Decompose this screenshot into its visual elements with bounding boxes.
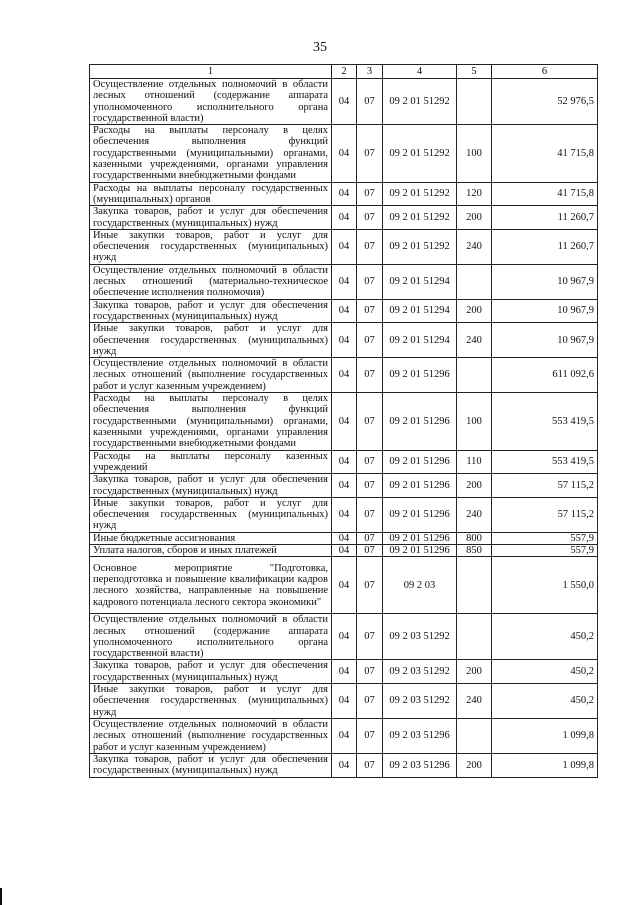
row-expense-type: 200 [457, 753, 492, 777]
row-target-article: 09 2 01 51296 [383, 532, 457, 544]
row-section: 04 [332, 497, 357, 532]
table-header-row [90, 65, 598, 79]
row-expense-type [457, 719, 492, 754]
row-subsection: 07 [357, 206, 383, 230]
row-target-article: 09 2 01 51296 [383, 358, 457, 393]
row-target-article: 09 2 01 51294 [383, 299, 457, 323]
row-target-article: 09 2 01 51294 [383, 323, 457, 358]
row-name: Расходы на выплаты персоналу государственных (муниципальных) органов [90, 182, 332, 206]
row-amount: 1 099,8 [492, 719, 598, 754]
budget-table [89, 64, 598, 778]
row-target-article: 09 2 01 51292 [383, 229, 457, 264]
row-amount: 450,2 [492, 660, 598, 684]
column-header-section: 2 [332, 65, 357, 79]
row-amount: 41 715,8 [492, 182, 598, 206]
row-amount: 450,2 [492, 614, 598, 660]
row-section: 04 [332, 125, 357, 182]
row-amount: 611 092,6 [492, 358, 598, 393]
row-subsection: 07 [357, 753, 383, 777]
table-row [90, 660, 598, 684]
row-name: Иные бюджетные ассигнования [90, 532, 332, 544]
table-row [90, 544, 598, 556]
row-amount: 57 115,2 [492, 474, 598, 498]
row-name: Иные закупки товаров, работ и услуг для обеспечения государственных (муниципальных) нужд [90, 323, 332, 358]
row-expense-type [457, 358, 492, 393]
row-amount: 1 550,0 [492, 557, 598, 614]
row-section: 04 [332, 358, 357, 393]
column-header-name: 1 [90, 65, 332, 79]
column-header-subsection: 3 [357, 65, 383, 79]
row-subsection: 07 [357, 557, 383, 614]
row-section: 04 [332, 299, 357, 323]
row-expense-type [457, 264, 492, 299]
row-expense-type: 240 [457, 497, 492, 532]
page-number: 35 [313, 40, 327, 55]
row-expense-type: 200 [457, 474, 492, 498]
row-amount: 10 967,9 [492, 264, 598, 299]
row-section: 04 [332, 264, 357, 299]
table-row [90, 323, 598, 358]
row-subsection: 07 [357, 229, 383, 264]
row-expense-type [457, 614, 492, 660]
row-section: 04 [332, 450, 357, 474]
row-name: Основное мероприятие "Подготовка, переподготовка и повышение квалификации кадров лесного хозяйства, направленные на повышение кадрового потенциала лесного сектора экономики" [90, 557, 332, 614]
row-target-article: 09 2 01 51296 [383, 497, 457, 532]
row-amount: 52 976,5 [492, 79, 598, 125]
row-expense-type [457, 79, 492, 125]
row-target-article: 09 2 01 51292 [383, 79, 457, 125]
row-amount: 553 419,5 [492, 450, 598, 474]
row-subsection: 07 [357, 125, 383, 182]
table-row [90, 229, 598, 264]
row-target-article: 09 2 03 51292 [383, 660, 457, 684]
row-name: Иные закупки товаров, работ и услуг для обеспечения государственных (муниципальных) нужд [90, 497, 332, 532]
row-section: 04 [332, 557, 357, 614]
row-section: 04 [332, 544, 357, 556]
row-target-article: 09 2 01 51292 [383, 182, 457, 206]
row-name: Осуществление отдельных полномочий в области лесных отношений (содержание аппарата уполномоченного исполнительного органа государственной власти) [90, 614, 332, 660]
row-name: Расходы на выплаты персоналу в целях обеспечения выполнения функций государственными (муниципальными) органами, казенными учреждениями, органами управления государственными внебюджетными фондами [90, 125, 332, 182]
table-row [90, 497, 598, 532]
table-body [90, 79, 598, 778]
table-row [90, 79, 598, 125]
row-amount: 11 260,7 [492, 229, 598, 264]
row-name: Расходы на выплаты персоналу казенных учреждений [90, 450, 332, 474]
row-section: 04 [332, 719, 357, 754]
row-expense-type: 100 [457, 125, 492, 182]
row-subsection: 07 [357, 684, 383, 719]
row-name: Уплата налогов, сборов и иных платежей [90, 544, 332, 556]
table-row [90, 393, 598, 450]
row-subsection: 07 [357, 450, 383, 474]
column-header-expense-type: 5 [457, 65, 492, 79]
table-row [90, 532, 598, 544]
row-subsection: 07 [357, 299, 383, 323]
row-target-article: 09 2 01 51296 [383, 474, 457, 498]
row-amount: 553 419,5 [492, 393, 598, 450]
row-name: Закупка товаров, работ и услуг для обеспечения государственных (муниципальных) нужд [90, 753, 332, 777]
row-amount: 10 967,9 [492, 299, 598, 323]
row-expense-type: 850 [457, 544, 492, 556]
row-subsection: 07 [357, 614, 383, 660]
row-subsection: 07 [357, 532, 383, 544]
row-amount: 450,2 [492, 684, 598, 719]
table-row [90, 614, 598, 660]
table-row [90, 264, 598, 299]
row-section: 04 [332, 323, 357, 358]
table-row [90, 719, 598, 754]
row-expense-type [457, 557, 492, 614]
row-target-article: 09 2 03 51296 [383, 719, 457, 754]
column-header-amount: 6 [492, 65, 598, 79]
table-row [90, 299, 598, 323]
row-target-article: 09 2 01 51296 [383, 544, 457, 556]
row-section: 04 [332, 684, 357, 719]
row-name: Закупка товаров, работ и услуг для обеспечения государственных (муниципальных) нужд [90, 299, 332, 323]
row-expense-type: 200 [457, 299, 492, 323]
row-target-article: 09 2 03 51296 [383, 753, 457, 777]
row-target-article: 09 2 03 51292 [383, 684, 457, 719]
row-expense-type: 200 [457, 206, 492, 230]
row-section: 04 [332, 393, 357, 450]
row-expense-type: 800 [457, 532, 492, 544]
row-amount: 557,9 [492, 544, 598, 556]
row-target-article: 09 2 01 51294 [383, 264, 457, 299]
row-section: 04 [332, 660, 357, 684]
row-name: Расходы на выплаты персоналу в целях обеспечения выполнения функций государственными (муниципальными) органами, казенными учреждениями, органами управления государственными внебюджетными фондами [90, 393, 332, 450]
row-name: Закупка товаров, работ и услуг для обеспечения государственных (муниципальных) нужд [90, 660, 332, 684]
row-expense-type: 120 [457, 182, 492, 206]
row-section: 04 [332, 474, 357, 498]
row-name: Осуществление отдельных полномочий в области лесных отношений (выполнение государственных работ и услуг казенным учреждением) [90, 358, 332, 393]
row-subsection: 07 [357, 323, 383, 358]
row-amount: 57 115,2 [492, 497, 598, 532]
row-target-article: 09 2 01 51292 [383, 206, 457, 230]
row-expense-type: 100 [457, 393, 492, 450]
row-name: Осуществление отдельных полномочий в области лесных отношений (материально-техническое обеспечение исполнения полномочия) [90, 264, 332, 299]
row-section: 04 [332, 753, 357, 777]
table-row [90, 358, 598, 393]
row-target-article: 09 2 01 51292 [383, 125, 457, 182]
row-name: Осуществление отдельных полномочий в области лесных отношений (содержание аппарата уполномоченного исполнительного органа государственной власти) [90, 79, 332, 125]
table-row [90, 206, 598, 230]
table-row [90, 753, 598, 777]
row-name: Иные закупки товаров, работ и услуг для обеспечения государственных (муниципальных) нужд [90, 229, 332, 264]
row-amount: 1 099,8 [492, 753, 598, 777]
row-expense-type: 240 [457, 323, 492, 358]
row-subsection: 07 [357, 660, 383, 684]
row-target-article: 09 2 03 [383, 557, 457, 614]
row-name: Закупка товаров, работ и услуг для обеспечения государственных (муниципальных) нужд [90, 474, 332, 498]
row-name: Иные закупки товаров, работ и услуг для обеспечения государственных (муниципальных) нужд [90, 684, 332, 719]
row-amount: 11 260,7 [492, 206, 598, 230]
table-row [90, 557, 598, 614]
row-section: 04 [332, 182, 357, 206]
table-row [90, 182, 598, 206]
row-target-article: 09 2 03 51292 [383, 614, 457, 660]
row-subsection: 07 [357, 719, 383, 754]
table-row [90, 450, 598, 474]
row-expense-type: 110 [457, 450, 492, 474]
row-name: Закупка товаров, работ и услуг для обеспечения государственных (муниципальных) нужд [90, 206, 332, 230]
row-amount: 557,9 [492, 532, 598, 544]
column-header-target-article: 4 [383, 65, 457, 79]
table-row [90, 684, 598, 719]
row-amount: 41 715,8 [492, 125, 598, 182]
row-subsection: 07 [357, 182, 383, 206]
table-row [90, 474, 598, 498]
row-target-article: 09 2 01 51296 [383, 393, 457, 450]
row-subsection: 07 [357, 544, 383, 556]
row-subsection: 07 [357, 393, 383, 450]
row-target-article: 09 2 01 51296 [383, 450, 457, 474]
row-subsection: 07 [357, 474, 383, 498]
row-expense-type: 200 [457, 660, 492, 684]
row-expense-type: 240 [457, 684, 492, 719]
row-subsection: 07 [357, 79, 383, 125]
row-section: 04 [332, 206, 357, 230]
row-section: 04 [332, 229, 357, 264]
row-section: 04 [332, 614, 357, 660]
row-section: 04 [332, 532, 357, 544]
scan-margin-mark [0, 888, 2, 905]
row-subsection: 07 [357, 358, 383, 393]
table-row [90, 125, 598, 182]
row-subsection: 07 [357, 264, 383, 299]
row-name: Осуществление отдельных полномочий в области лесных отношений (выполнение государственных работ и услуг казенным учреждением) [90, 719, 332, 754]
row-amount: 10 967,9 [492, 323, 598, 358]
row-expense-type: 240 [457, 229, 492, 264]
row-subsection: 07 [357, 497, 383, 532]
row-section: 04 [332, 79, 357, 125]
